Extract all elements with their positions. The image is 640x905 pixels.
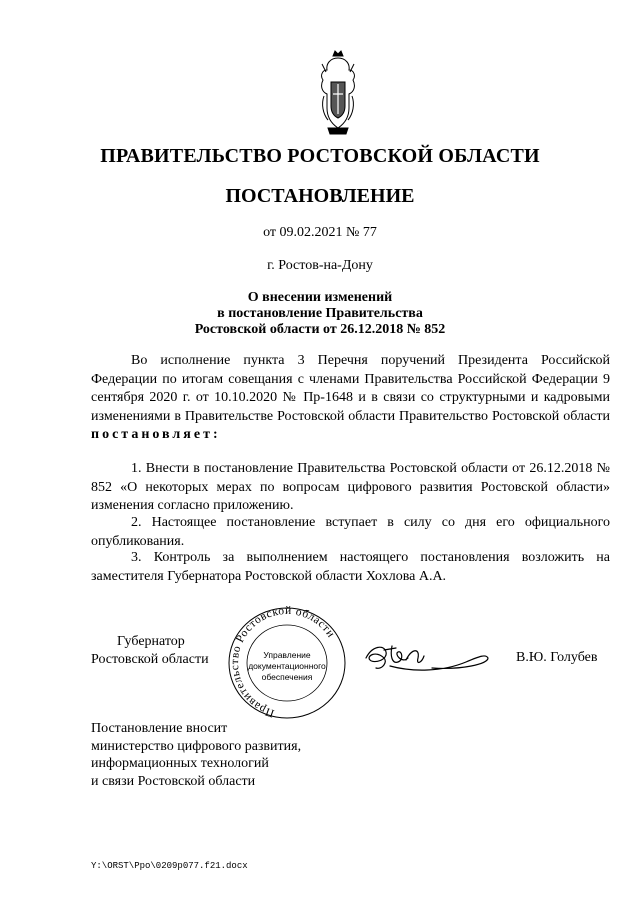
preamble-text: Во исполнение пункта 3 Перечня поручений Президента Российской Федерации по итогам совещания с членами Правительства Российской Федерации 9 сентября 2020 г. от 10.10.2020 № Пр-1648 и в связи со структурными и кадровыми изменениями в Правительстве Ростовской области Правительство Ростовской области <box>91 353 610 424</box>
stamp-center-line: обеспечения <box>261 672 313 682</box>
decree-word: постановляет: <box>91 427 221 442</box>
item-3-text: 3. Контроль за выполнением настоящего постановления возложить на заместителя Губернатора Ростовской области Хохлова А.А. <box>91 550 610 584</box>
organization-title: ПРАВИТЕЛЬСТВО РОСТОВСКОЙ ОБЛАСТИ <box>100 145 540 167</box>
introduced-by-line: и связи Ростовской области <box>91 773 256 789</box>
document-type: ПОСТАНОВЛЕНИЕ <box>225 185 415 207</box>
stamp-center-line: Управление <box>263 650 311 660</box>
introduced-by-line: Постановление вносит <box>91 721 228 736</box>
stamp-ring-text: Правительство Ростовской области <box>228 604 337 720</box>
signatory-name: В.Ю. Голубев <box>516 650 598 665</box>
handwritten-signature <box>362 636 492 678</box>
item-paragraph <box>91 549 610 586</box>
introduced-by-line: информационных технологий <box>91 756 269 771</box>
subject-line: Ростовской области от 26.12.2018 № 852 <box>194 322 446 337</box>
item-2-text: 2. Настоящее постановление вступает в силу со дня его официального опубликования. <box>91 515 610 549</box>
coat-of-arms-icon <box>318 48 358 140</box>
item-paragraph <box>91 460 610 516</box>
signatory-title <box>91 633 209 669</box>
file-path-footer: Y:\ORST\Ppo\0209p077.f21.docx <box>91 861 248 871</box>
item-1-text: 1. Внести в постановление Правительства Ростовской области от 26.12.2018 № 852 «О некоторых мерах по вопросам цифрового развития Ростовской области» изменения согласно приложению. <box>91 461 610 513</box>
item-paragraph <box>91 514 610 551</box>
signatory-title-line: Ростовской области <box>91 652 209 667</box>
subject-line: О внесении изменений <box>247 290 393 305</box>
official-stamp <box>222 604 352 722</box>
signatory-title-line: Губернатор <box>117 634 185 649</box>
subject-line: в постановление Правительства <box>217 306 423 321</box>
introduced-by-line: министерство цифрового развития, <box>91 738 302 754</box>
introduced-by-block <box>91 720 301 790</box>
preamble-paragraph <box>91 352 610 445</box>
document-date-number: от 09.02.2021 № 77 <box>263 225 377 240</box>
document-subject <box>0 290 640 338</box>
stamp-center-line: документационного <box>248 661 326 671</box>
city: г. Ростов-на-Дону <box>267 258 373 273</box>
